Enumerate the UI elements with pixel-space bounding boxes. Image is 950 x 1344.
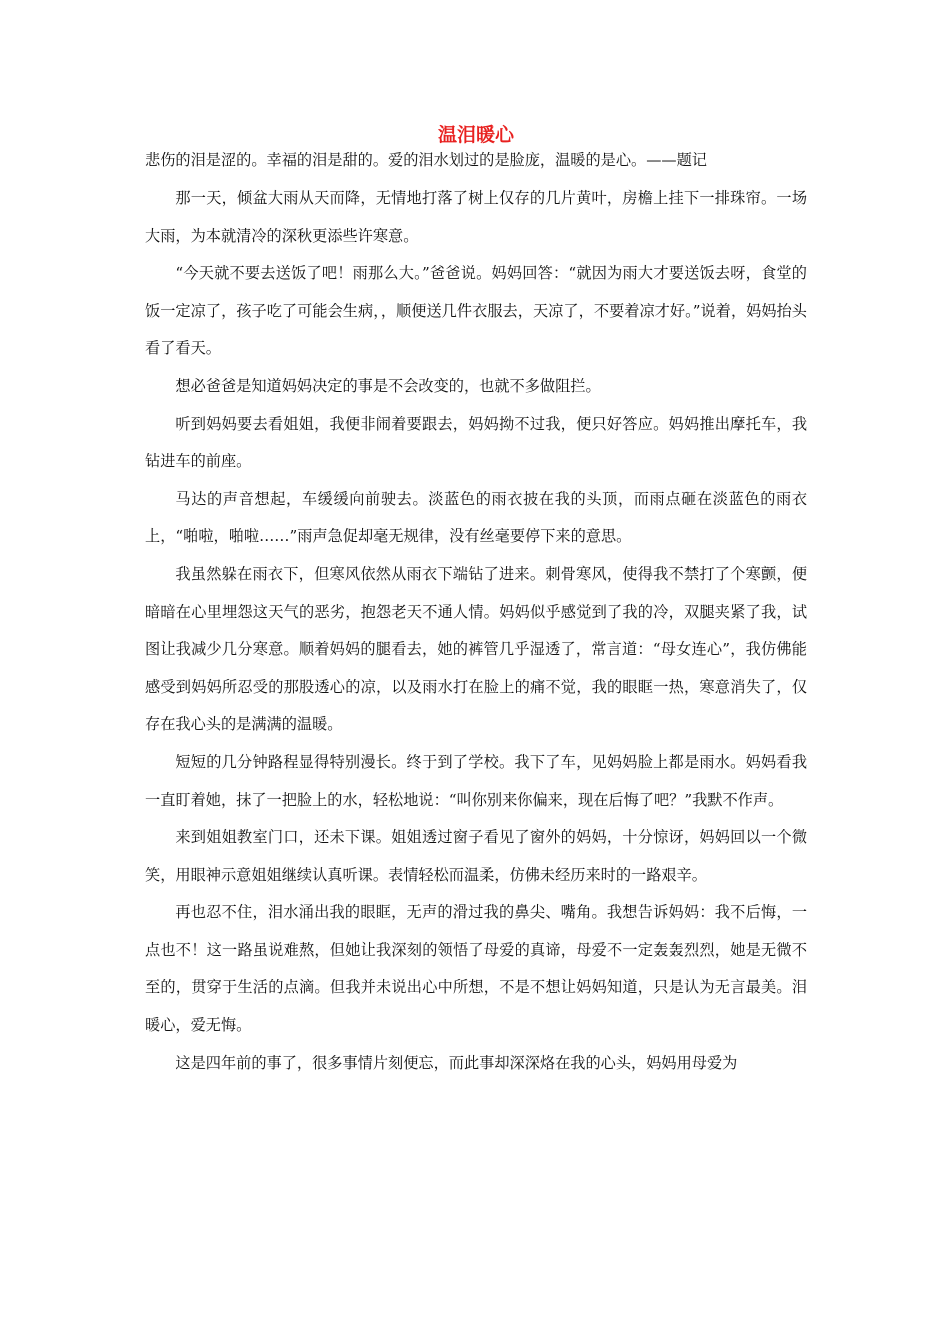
paragraph-6: 我虽然躲在雨衣下，但寒风依然从雨衣下端钻了进来。刺骨寒风，使得我不禁打了个寒颤，便暗暗在心里埋怨这天气的恶劣，抱怨老天不通人情。妈妈似乎感觉到了我的冷，双腿夹紧了我，试图让我减少几分寒意。顺着妈妈的腿看去，她的裤管几乎湿透了，常言道：“母女连心”，我仿佛能感受到妈妈所忍受的那股透心的凉，以及雨水打在脸上的痛不觉，我的眼眶一热，寒意消失了，仅存在我心头的是满满的温暖。 — [145, 564, 807, 734]
paragraph-9: 再也忍不住，泪水涌出我的眼眶，无声的滑过我的鼻尖、嘴角。我想告诉妈妈：我不后悔，一点也不！这一路虽说难熬，但她让我深刻的领悟了母爱的真谛，母爱不一定轰轰烈烈，她是无微不至的，贯穿于生活的点滴。但我并未说出心中所想，不是不想让妈妈知道，只是认为无言最美。泪暖心，爱无悔。 — [145, 903, 807, 1035]
paragraph-2: “今天就不要去送饭了吧！雨那么大。”爸爸说。妈妈回答：“就因为雨大才要送饭去呀，食堂的饭一定凉了，孩子吃了可能会生病，，顺便送几件衣服去，天凉了，不要着凉才好。”说着，妈妈抬头看了看天。 — [145, 264, 807, 358]
paragraph-3: 想必爸爸是知道妈妈决定的事是不会改变的，也就不多做阻拦。 — [175, 376, 601, 395]
paragraph-8: 来到姐姐教室门口，还未下课。姐姐透过窗子看见了窗外的妈妈，十分惊讶，妈妈回以一个微笑，用眼神示意姐姐继续认真听课。表情轻松而温柔，仿佛未经历来时的一路艰辛。 — [145, 828, 807, 884]
paragraph-4: 听到妈妈要去看姐姐，我便非闹着要跟去，妈妈拗不过我，便只好答应。妈妈推出摩托车，我钻进车的前座。 — [145, 414, 807, 471]
paragraph-5: 马达的声音想起，车缓缓向前驶去。淡蓝色的雨衣披在我的头顶，而雨点砸在淡蓝色的雨衣上，“啪啦，啪啦……”雨声急促却毫无规律，没有丝毫要停下来的意思。 — [145, 489, 807, 546]
paragraph-1: 那一天，倾盆大雨从天而降，无情地打落了树上仅存的几片黄叶，房檐上挂下一排珠帘。一场大雨，为本就清冷的深秋更添些许寒意。 — [145, 189, 807, 245]
paragraph-10: 这是四年前的事了，很多事情片刻便忘，而此事却深深烙在我的心头，妈妈用母爱为 — [175, 1053, 738, 1072]
paragraph-7: 短短的几分钟路程显得特别漫长。终于到了学校。我下了车，见妈妈脸上都是雨水。妈妈看我一直盯着她，抹了一把脸上的水，轻松地说：“叫你别来你偏来，现在后悔了吧？”我默不作声。 — [145, 752, 807, 809]
document-title: 温泪暖心 — [437, 124, 514, 146]
document-page — [145, 122, 807, 1082]
epigraph: 悲伤的泪是涩的。幸福的泪是甜的。爱的泪水划过的是脸庞，温暖的是心。——题记 — [145, 151, 707, 169]
